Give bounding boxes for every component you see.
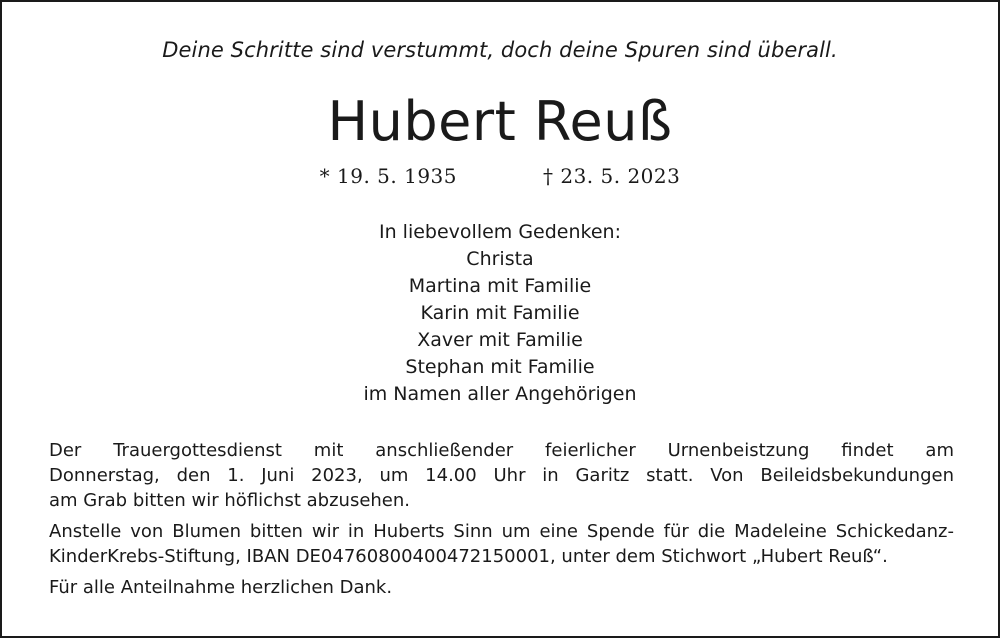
mourner-entry: Xaver mit Familie	[417, 329, 583, 351]
paragraph-line: Anstelle von Blumen bitten wir in Huberts Sinn um eine Spende für die Madeleine Schickedanz-	[49, 521, 954, 542]
mourner-entry: Karin mit Familie	[420, 302, 580, 324]
life-dates	[2, 164, 998, 188]
death-date: † 23. 5. 2023	[543, 164, 681, 188]
paragraph-line: Der Trauergottesdienst mit anschließender feierlicher Urnenbeistzung findet am	[49, 440, 954, 461]
mourner-entry: im Namen aller Angehörigen	[363, 383, 637, 405]
mourners-list	[2, 219, 998, 408]
paragraph-line: KinderKrebs-Stiftung, IBAN DE04760800400472150001, unter dem Stichwort „Hubert Reuß“.	[49, 546, 888, 567]
paragraph-line: Donnerstag, den 1. Juni 2023, um 14.00 Uhr in Garitz statt. Von Beileidsbekundungen	[49, 465, 954, 486]
notice-paragraphs	[49, 438, 954, 606]
thanks-paragraph	[49, 575, 954, 600]
mourner-entry: Martina mit Familie	[408, 275, 592, 297]
paragraph-line: am Grab bitten wir höflichst abzusehen.	[49, 490, 411, 511]
donation-paragraph	[49, 519, 954, 569]
mourner-entry: Stephan mit Familie	[405, 356, 595, 378]
birth-date: * 19. 5. 1935	[319, 164, 457, 188]
deceased-name: Hubert Reuß	[327, 90, 673, 153]
mourner-entry: Christa	[466, 248, 534, 270]
mourners-heading: In liebevollem Gedenken:	[378, 221, 621, 243]
motto: Deine Schritte sind verstummt, doch deine Spuren sind überall.	[162, 38, 838, 62]
funeral-service-paragraph	[49, 438, 954, 513]
paragraph-line: Für alle Anteilnahme herzlichen Dank.	[49, 577, 393, 598]
